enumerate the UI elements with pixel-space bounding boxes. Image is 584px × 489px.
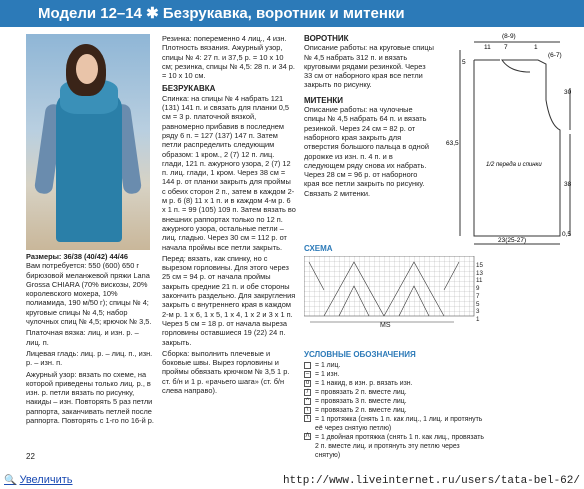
legend-item: = 1 протяжка (снять 1 п. как лиц., 1 лиц. и протянуть её через снятую петлю) bbox=[315, 416, 483, 432]
back-text: Спинка: на спицы № 4 набрать 121 (131) 141 п. и связать для планки 0,5 см = 3 р. платочной вязкой, равномерно прибавив в последнем ряду 6 п. = 127 (137) 147 п. Затем петли распределить следующим образом: 1 кром., 2 (7) 12 п. лиц. глади, 121 п. ажурного узора, 2 (7) 12 п. лиц. глади, 1 кром. Через 38 см = 144 р. от планки закрыть для проймы с обеих сторон 2 п., затем в каждом 2-м р. 6 (8) 11 x 1 п. и в каждом 4-м р. 6 x 1 п. = 99 (105) 109 п. Затем вязать во внешних раппортах только по 12 п. ажурного узора, остальные петли – лиц. гладью. Через 30 см = 112 р. от начала проймы все петли закрыть. bbox=[162, 93, 296, 252]
assembly-text: Сборка: выполнить плечевые и боковые швы. Вырез горловины и проймы обвязать крючком № 3,5 1 р. ст. б/н и 1 р. «рачьего шага» (ст. б/н слева направо). bbox=[162, 348, 290, 395]
legend-item: = провязать 3 п. вместе лиц. bbox=[315, 398, 407, 405]
front-text: Перед: вязать, как спинку, но с вырезом горловины. Для этого через 25 см = 94 р. от начала проймы закрыть средние 21 п. и обе стороны закончить раздельно. Для закругления закрыть с внутреннего края в каждом 2-м р. 1 x 6, 1 x 5, 1 x 4, 1 x 2 и 3 x 1 п. Через 5 см = 18 р. от начала выреза горловины оставшиеся 19 (22) 24 п. закрыть. bbox=[162, 253, 296, 347]
collar-column bbox=[304, 34, 434, 198]
dim-38: 38 bbox=[564, 181, 572, 188]
symbol-double-ssk-icon: Λ bbox=[305, 433, 310, 439]
row-1: 1 bbox=[476, 315, 480, 323]
dim-5: 5 bbox=[462, 59, 466, 66]
dim-11: 11 bbox=[484, 44, 491, 51]
page-header: Модели 12–14 ✱ Безрукавка, воротник и митенки bbox=[0, 0, 584, 27]
dim-1: 1 bbox=[534, 44, 538, 51]
legend-item: = 1 лиц. bbox=[315, 362, 341, 369]
row-9: 9 bbox=[476, 285, 480, 293]
stitch-chart bbox=[304, 256, 482, 328]
density-text: Плотность вязания. Ажурный узор, спицы № 4: 27 п. и 37,5 р. = 10 x 10 см; резинка, спицы № 4,5: 28 п. и 34 р. = 10 x 10 см. bbox=[162, 43, 295, 81]
symbol-k2tog-icon: / bbox=[304, 389, 311, 396]
symbol-ssk-icon: \ bbox=[304, 415, 311, 422]
dim-top: (8-9) bbox=[502, 33, 516, 40]
dim-63-5: 63,5 bbox=[446, 140, 459, 147]
model-photo bbox=[26, 34, 150, 250]
symbol-purl-icon: – bbox=[305, 371, 310, 377]
dim-bottom: 23(25-27) bbox=[498, 237, 527, 244]
legend-item: = 1 двойная протяжка (снять 1 п. как лиц., провязать 2 п. вместе лиц. и протянуть эту петлю через снятую) bbox=[315, 434, 484, 459]
symbol-k3tog-icon: ^ bbox=[304, 398, 311, 405]
rib-text: Резинка: попеременно 4 лиц., 4 изн. bbox=[162, 34, 287, 43]
mittens-text: Описание работы: на чулочные спицы № 4,5 набрать 64 п. и вязать резинкой. Через 24 см = 82 р. от наборного края закрыть для отверстия большого пальца в одной дорожке из изн. п. 4 п. и в следующем ряду снова их набрать. Через 28 см = 96 р. от наборного края все петли закрыть по рисунку. Связать 2 митенки. bbox=[304, 105, 429, 198]
schema-title: СХЕМА bbox=[304, 244, 333, 253]
plat-text: Платочная вязка: лиц. и изн. р. – лиц. п. bbox=[26, 328, 139, 347]
legend-title: УСЛОВНЫЕ ОБОЗНАЧЕНИЯ bbox=[304, 350, 416, 359]
schema-row-numbers bbox=[476, 262, 483, 324]
symbol-yarnover-icon: o bbox=[305, 380, 310, 386]
dim-30: 30 bbox=[564, 89, 572, 96]
collar-text: Описание работы: на круговые спицы № 4,5 набрать 312 п. и вязать круговыми рядами резинкой. Через 33 см от наборного края все петли закрыть по рисунку. bbox=[304, 43, 434, 90]
materials-column bbox=[26, 252, 154, 425]
enlarge-link[interactable] bbox=[4, 474, 73, 486]
dim-0-5: 0,5 bbox=[562, 231, 572, 238]
half-label: 1/2 переда и спинки bbox=[486, 162, 542, 168]
legend-item: = провязать 2 п. вместе лиц. bbox=[315, 389, 407, 396]
footer-bar bbox=[0, 472, 584, 489]
legend bbox=[304, 350, 484, 460]
mittens-heading: МИТЕНКИ bbox=[304, 95, 344, 105]
vest-heading: БЕЗРУКАВКА bbox=[162, 84, 216, 94]
row-11: 11 bbox=[476, 277, 483, 285]
row-5: 5 bbox=[476, 300, 480, 308]
row-7: 7 bbox=[476, 292, 480, 300]
collar-heading: ВОРОТНИК bbox=[304, 34, 349, 43]
sizes-text: Размеры: 36/38 (40/42) 44/46 bbox=[26, 252, 128, 261]
legend-item: = провязать 2 п. вместе лиц. bbox=[315, 407, 407, 414]
dim-6-7: (6-7) bbox=[548, 52, 562, 59]
legend-item: = 1 накид, в изн. р. вязать изн. bbox=[315, 380, 413, 387]
dim-7: 7 bbox=[504, 44, 508, 51]
enlarge-label: Увеличить bbox=[19, 474, 73, 486]
source-url: http://www.liveinternet.ru/users/tata-bel-62/ bbox=[282, 475, 580, 487]
needs-text: Вам потребуется: 550 (600) 650 г бирюзовой меланжевой пряжи Lana Grossa CHIARA (70% вискозы, 20% королевского мохера, 10% полиамида, 190 м/50 г); спицы № 4; круговые спицы № 4,5; набор чулочных спиц № 4,5; крючок № 3,5. bbox=[26, 261, 152, 327]
front-stitch-text: Лицевая гладь: лиц. р. – лиц. п., изн. р. – изн. п. bbox=[26, 348, 153, 368]
vest-diagram bbox=[440, 30, 584, 250]
magnifier-icon: 🔍 bbox=[4, 475, 17, 486]
row-15: 15 bbox=[476, 262, 483, 269]
schema-ms: MS bbox=[380, 322, 391, 329]
row-13: 13 bbox=[476, 269, 483, 277]
legend-item: = 1 изн. bbox=[315, 371, 340, 378]
symbol-knit-icon bbox=[304, 362, 311, 369]
page-number: 22 bbox=[26, 452, 35, 461]
symbol-k2tog-alt-icon: \ bbox=[304, 407, 311, 414]
vest-column bbox=[162, 34, 296, 395]
row-3: 3 bbox=[476, 308, 480, 316]
ajour-text: Ажурный узор: вязать по схеме, на которой приведены только лиц. р., в изн. р. петли вязать по рисунку, накиды – изн. Повторять 5 раз петли раппорта, заканчивать петлей после раппорта. Повторять с 1-го по 16-й р. bbox=[26, 369, 154, 426]
